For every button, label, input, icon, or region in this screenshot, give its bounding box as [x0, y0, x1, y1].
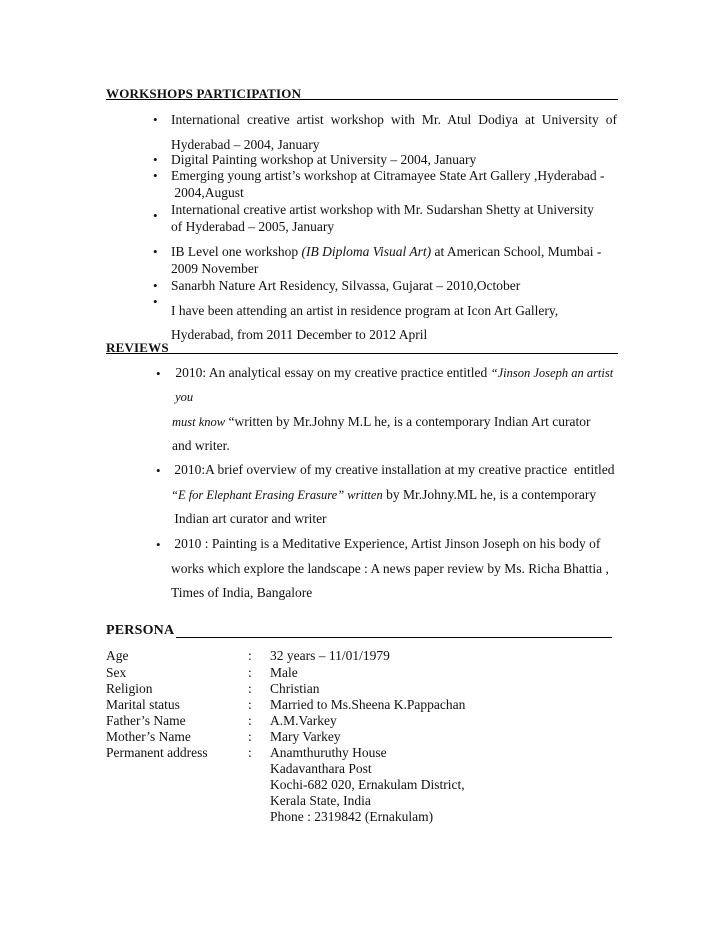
- review-item-3-line-1: 2010 : Painting is a Meditative Experience, Artist Jinson Joseph on his body of: [171, 536, 601, 551]
- persona-value-address-line-3: Kochi-682 020, Ernakulam District,: [270, 777, 465, 792]
- review-item-2-line-3: Indian art curator and writer: [171, 511, 327, 526]
- workshops-heading: WORKSHOPS PARTICIPATION: [106, 86, 302, 101]
- persona-colon: :: [248, 697, 252, 712]
- workshop-item-1-line-2: Hyderabad – 2004, January: [171, 137, 320, 152]
- persona-value-mothers-name: Mary Varkey: [270, 729, 341, 744]
- bullet-icon: •: [153, 278, 158, 293]
- workshop-item-5-line-2: 2009 November: [171, 261, 259, 276]
- persona-heading-rule: [176, 637, 612, 638]
- bullet-icon: •: [156, 366, 161, 381]
- review-item-3-line-2: works which explore the landscape : A news paper review by Ms. Richa Bhattia ,: [171, 561, 609, 576]
- workshop-item-2: Digital Painting workshop at University – 2004, January: [171, 152, 477, 167]
- persona-value-fathers-name: A.M.Varkey: [270, 713, 337, 728]
- persona-colon: :: [248, 665, 252, 680]
- workshop-item-4-line-1: International creative artist workshop with Mr. Sudarshan Shetty at University: [171, 202, 594, 217]
- bullet-icon: •: [153, 112, 158, 127]
- persona-colon: :: [248, 713, 252, 728]
- workshop-item-1-line-1: International creative artist workshop with Mr. Atul Dodiya at University of: [171, 112, 617, 127]
- persona-colon: :: [248, 745, 252, 760]
- persona-label-religion: Religion: [106, 681, 153, 696]
- persona-value-sex: Male: [270, 665, 298, 680]
- review-item-2-line-2: “E for Elephant Erasing Erasure” written by Mr.Johny.ML he, is a contemporary: [171, 487, 597, 502]
- persona-value-age: 32 years – 11/01/1979: [270, 648, 390, 663]
- persona-label-age: Age: [106, 648, 129, 663]
- bullet-icon: •: [153, 294, 158, 309]
- persona-value-address-line-1: Anamthuruthy House: [270, 745, 387, 760]
- persona-label-mothers-name: Mother’s Name: [106, 729, 191, 744]
- persona-label-fathers-name: Father’s Name: [106, 713, 186, 728]
- review-item-1-line-3: must know “written by Mr.Johny M.L he, is a contemporary Indian Art curator: [172, 414, 591, 429]
- bullet-icon: •: [153, 152, 158, 167]
- review-item-2-line-1: 2010:A brief overview of my creative installation at my creative practice entitled: [171, 462, 615, 477]
- bullet-icon: •: [156, 537, 161, 552]
- persona-label-sex: Sex: [106, 665, 127, 680]
- persona-value-religion: Christian: [270, 681, 320, 696]
- bullet-icon: •: [153, 244, 158, 259]
- persona-value-phone: Phone : 2319842 (Ernakulam): [270, 809, 434, 824]
- reviews-heading-rule: [106, 353, 618, 354]
- workshops-heading-rule: [106, 99, 618, 100]
- workshop-item-3-line-1: Emerging young artist’s workshop at Citramayee State Art Gallery ,Hyderabad -: [171, 168, 605, 183]
- bullet-icon: •: [153, 208, 158, 223]
- review-item-1-line-2: you: [172, 390, 194, 404]
- workshop-item-7-line-1: I have been attending an artist in residence program at Icon Art Gallery,: [171, 303, 559, 318]
- workshop-item-3-line-2: 2004,August: [171, 185, 244, 200]
- persona-heading: PERSONA: [106, 623, 175, 638]
- workshop-item-7-line-2: Hyderabad, from 2011 December to 2012 April: [171, 327, 428, 342]
- review-item-1-line-4: and writer.: [172, 438, 230, 453]
- persona-label-marital-status: Marital status: [106, 697, 180, 712]
- reviews-heading: REVIEWS: [106, 340, 169, 355]
- workshop-item-6: Sanarbh Nature Art Residency, Silvassa, Gujarat – 2010,October: [171, 278, 521, 293]
- persona-colon: :: [248, 681, 252, 696]
- persona-value-marital-status: Married to Ms.Sheena K.Pappachan: [270, 697, 466, 712]
- bullet-icon: •: [156, 463, 161, 478]
- persona-label-permanent-address: Permanent address: [106, 745, 208, 760]
- review-item-1-line-1: 2010: An analytical essay on my creative practice entitled “Jinson Joseph an artist: [172, 365, 614, 380]
- persona-value-address-line-2: Kadavanthara Post: [270, 761, 372, 776]
- bullet-icon: •: [153, 168, 158, 183]
- persona-value-address-line-4: Kerala State, India: [270, 793, 371, 808]
- persona-colon: :: [248, 729, 252, 744]
- workshop-item-5-line-1: IB Level one workshop (IB Diploma Visual Art) at American School, Mumbai -: [171, 244, 602, 259]
- persona-colon: :: [248, 648, 252, 663]
- workshop-item-4-line-2: of Hyderabad – 2005, January: [171, 219, 335, 234]
- review-item-3-line-3: Times of India, Bangalore: [171, 585, 313, 600]
